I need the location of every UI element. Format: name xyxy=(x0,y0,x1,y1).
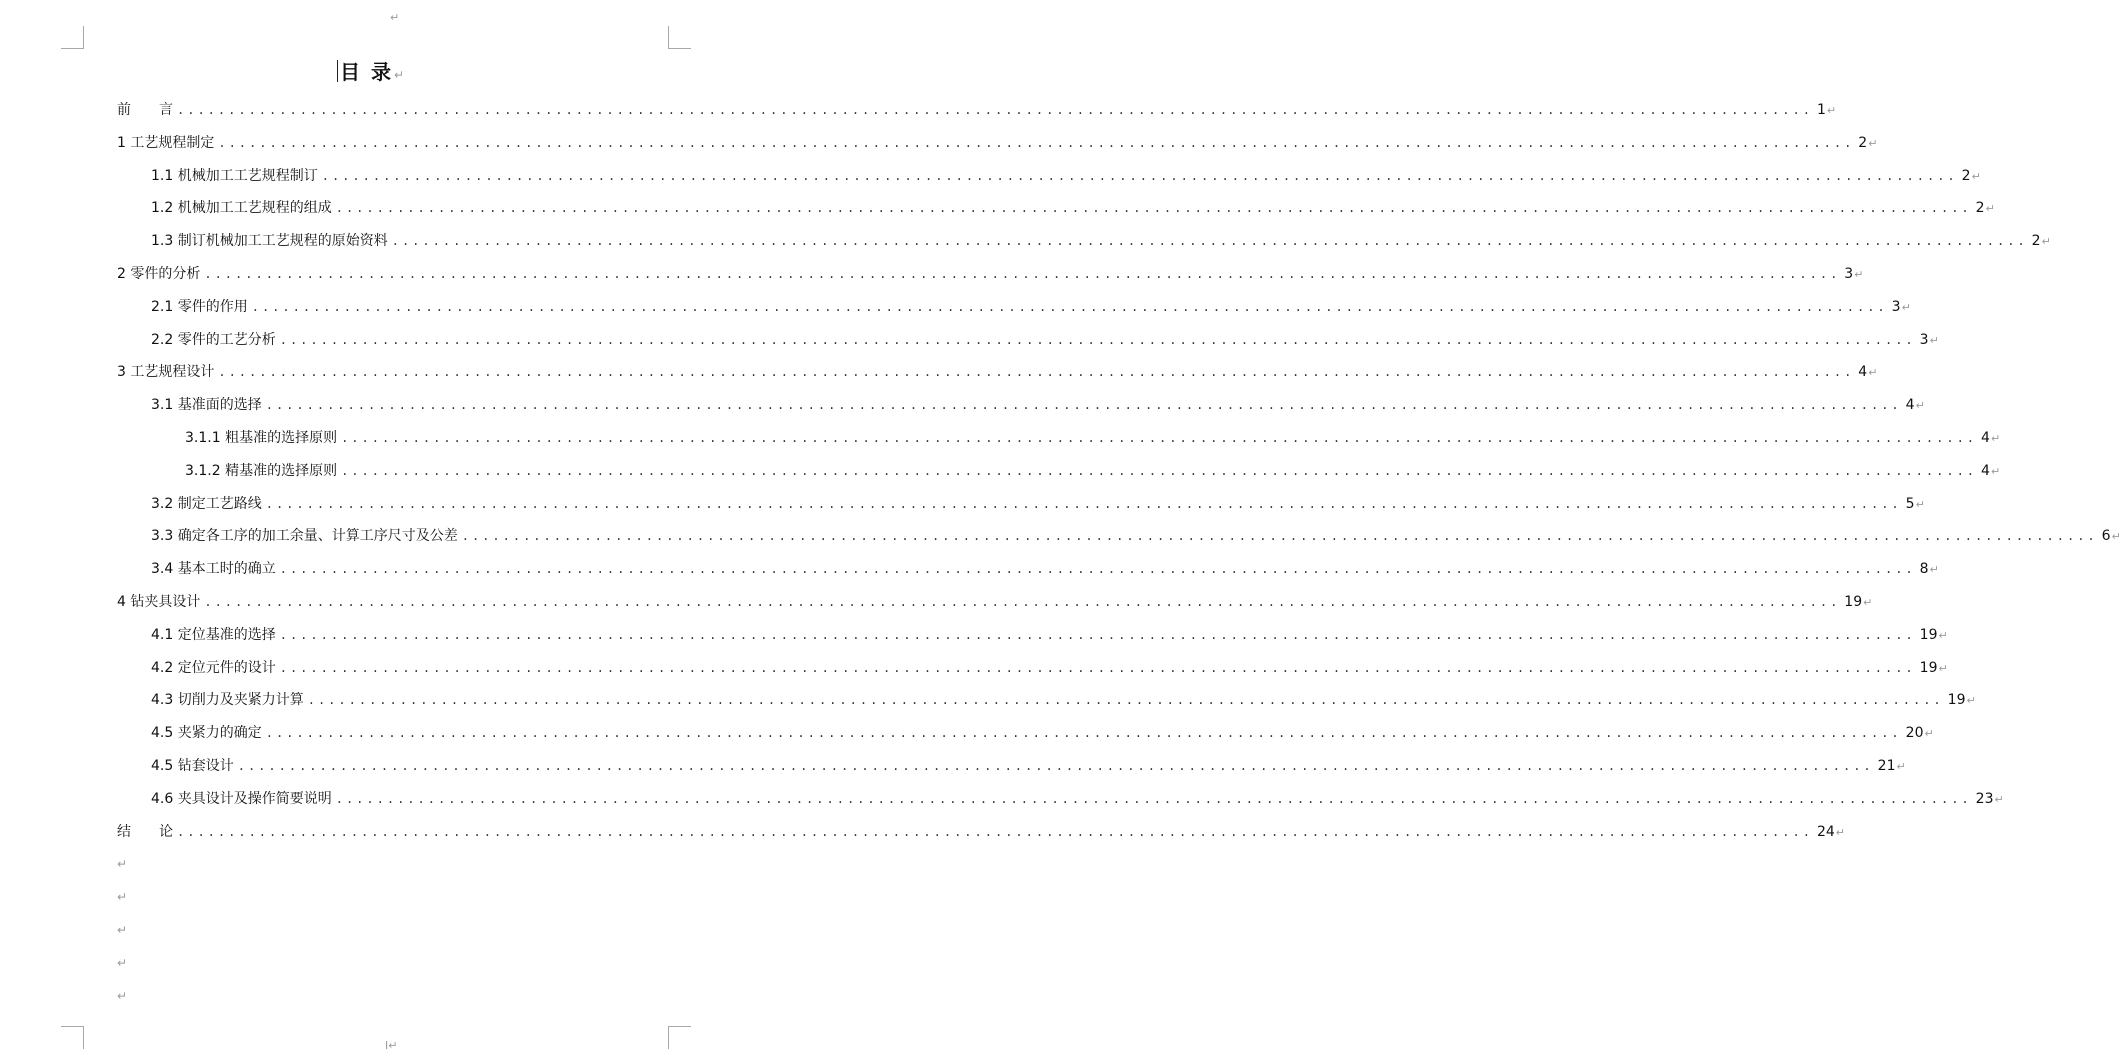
toc-entry[interactable] xyxy=(151,619,1948,652)
empty-paragraph-mark: ↵ xyxy=(117,956,128,970)
toc-entry-page: 2 xyxy=(1961,167,1971,184)
toc-entry-page: 3 xyxy=(1919,331,1929,348)
toc-entry-page: 8 xyxy=(1919,561,1929,578)
paragraph-mark-icon: ↵ xyxy=(1966,694,1976,708)
paragraph-mark-icon: ↵ xyxy=(1971,169,1981,183)
toc-entry-label: 4.5 钻套设计 xyxy=(151,758,234,774)
toc-entry-label: 3.1.1 粗基准的选择原则 xyxy=(185,430,338,446)
toc-entry[interactable] xyxy=(151,225,2051,258)
toc-entry[interactable] xyxy=(117,258,1864,291)
toc-dot-leader: ................................................................................................................................................................ xyxy=(218,135,1855,150)
toc-entry-label: 1 工艺规程制定 xyxy=(117,134,215,151)
toc-dot-leader: ................................................................................................................................................................ xyxy=(237,759,1874,773)
toc-entry-label: 2 零件的分析 xyxy=(117,266,201,282)
paragraph-mark-icon: ↵ xyxy=(1929,333,1939,347)
paragraph-mark-icon: ↵ xyxy=(1985,202,1995,216)
toc-entry[interactable] xyxy=(117,816,1845,849)
header-paragraph-mark: ↵ xyxy=(390,11,400,24)
empty-paragraph-mark: ↵ xyxy=(117,989,128,1003)
toc-entry[interactable] xyxy=(151,750,1906,783)
toc-entry-label: 4.2 定位元件的设计 xyxy=(151,659,276,676)
toc-entry[interactable] xyxy=(151,291,1911,324)
toc-dot-leader: ................................................................................................................................................................ xyxy=(461,529,2098,544)
toc-dot-leader: ................................................................................................................................................................ xyxy=(279,562,1916,577)
text-cursor xyxy=(337,60,338,82)
toc-dot-leader: ................................................................................................................................................................ xyxy=(279,332,1916,347)
toc-entry[interactable] xyxy=(151,520,2121,553)
toc-entry-label: 2.2 零件的工艺分析 xyxy=(151,331,276,348)
toc-entry[interactable] xyxy=(151,652,1948,685)
paragraph-mark-icon: ↵ xyxy=(1994,792,2004,806)
toc-entry-page: 19 xyxy=(1919,626,1938,643)
toc-entry-page: 4 xyxy=(1858,364,1868,381)
toc-entry-page: 19 xyxy=(1919,659,1938,676)
toc-entry-page: 19 xyxy=(1947,692,1966,709)
toc-dot-leader: ................................................................................................................................................................ xyxy=(335,201,1972,216)
toc-entry-page: 21 xyxy=(1877,758,1896,774)
toc-dot-leader: ................................................................................................................................................................ xyxy=(218,365,1855,380)
paragraph-mark-icon: ↵ xyxy=(1938,661,1948,675)
toc-entry-page: 2 xyxy=(2031,233,2041,250)
toc-entry-page: 4 xyxy=(1981,462,1990,479)
toc-entry[interactable] xyxy=(185,455,2001,488)
paragraph-mark-icon: ↵ xyxy=(2041,235,2051,249)
toc-entry[interactable] xyxy=(151,553,1939,586)
toc-entry-page: 6 xyxy=(2101,528,2111,545)
toc-entry[interactable] xyxy=(117,94,1837,127)
toc-entry-page: 3 xyxy=(1891,298,1901,315)
toc-entry[interactable] xyxy=(151,783,2004,816)
paragraph-mark-icon: ↵ xyxy=(1990,432,2001,445)
toc-entry-page: 2 xyxy=(1858,134,1868,151)
toc-dot-leader: ................................................................................................................................................................ xyxy=(177,824,1813,839)
toc-entry-label: 4.5 夹紧力的确定 xyxy=(151,725,262,742)
toc-entry-label: 结 论 xyxy=(117,823,173,840)
paragraph-mark-icon: ↵ xyxy=(1826,104,1837,117)
toc-dot-leader: ................................................................................................................................................................ xyxy=(265,496,1902,511)
paragraph-mark-icon: ↵ xyxy=(1896,760,1906,773)
toc-entry-page: 1 xyxy=(1816,102,1826,118)
toc-entry-page: 20 xyxy=(1905,725,1924,742)
toc-dot-leader: ................................................................................................................................................................ xyxy=(279,660,1916,675)
toc-dot-leader: ................................................................................................................................................................ xyxy=(341,463,1978,478)
toc-dot-leader: ................................................................................................................................................................ xyxy=(251,299,1888,314)
toc-entry[interactable] xyxy=(151,488,1925,521)
paragraph-mark-icon: ↵ xyxy=(1854,268,1864,281)
toc-entry-label: 3 工艺规程设计 xyxy=(117,364,215,381)
toc-title[interactable] xyxy=(0,58,743,89)
toc-dot-leader: ................................................................................................................................................................ xyxy=(321,168,1958,183)
toc-entry-page: 23 xyxy=(1975,790,1994,807)
empty-paragraph-mark: ↵ xyxy=(117,923,128,937)
toc-dot-leader: ................................................................................................................................................................ xyxy=(341,431,1978,445)
toc-dot-leader: ................................................................................................................................................................ xyxy=(279,627,1916,642)
toc-entry-label: 1.2 机械加工工艺规程的组成 xyxy=(151,200,332,217)
toc-dot-leader: ................................................................................................................................................................ xyxy=(265,398,1902,413)
toc-entry[interactable] xyxy=(151,192,1995,225)
paragraph-mark-icon: ↵ xyxy=(2111,530,2121,544)
toc-dot-leader: ................................................................................................................................................................ xyxy=(265,726,1902,741)
toc-dot-leader: ................................................................................................................................................................ xyxy=(307,693,1944,708)
empty-paragraph-mark: ↵ xyxy=(117,857,128,871)
paragraph-mark-icon: ↵ xyxy=(1868,366,1878,380)
toc-entry-page: 4 xyxy=(1905,397,1915,414)
paragraph-mark-icon: ↵ xyxy=(1938,628,1948,642)
toc-dot-leader: ................................................................................................................................................................ xyxy=(204,267,1841,281)
toc-entry[interactable] xyxy=(151,324,1939,357)
toc-entry[interactable] xyxy=(151,684,1976,717)
crop-mark-bottom-left xyxy=(61,1026,84,1049)
empty-paragraph-mark: ↵ xyxy=(117,890,128,904)
paragraph-mark-icon: ↵ xyxy=(1901,300,1911,314)
paragraph-mark-icon: ↵ xyxy=(393,68,407,82)
toc-dot-leader: ................................................................................................................................................................ xyxy=(204,595,1841,609)
footer-page-mark: I↵ xyxy=(385,1039,398,1052)
toc-entry-label: 3.1 基准面的选择 xyxy=(151,397,262,414)
toc-entry-label: 3.4 基本工时的确立 xyxy=(151,561,276,578)
crop-mark-top-right xyxy=(668,26,691,49)
toc-dot-leader: ................................................................................................................................................................ xyxy=(177,103,1813,117)
paragraph-mark-icon: ↵ xyxy=(1924,727,1934,741)
toc-entry[interactable] xyxy=(185,422,2001,455)
crop-mark-top-left xyxy=(61,26,84,49)
toc-entry-label: 3.3 确定各工序的加工余量、计算工序尺寸及公差 xyxy=(151,528,458,545)
toc-entry-label: 4 钻夹具设计 xyxy=(117,594,201,610)
toc-entry-label: 1.3 制订机械加工工艺规程的原始资料 xyxy=(151,233,388,250)
toc-entry-page: 19 xyxy=(1844,594,1863,610)
paragraph-mark-icon: ↵ xyxy=(1990,464,2001,478)
toc-entry-label: 4.6 夹具设计及操作简要说明 xyxy=(151,790,332,807)
toc-entry[interactable] xyxy=(117,356,1878,389)
toc-entry-page: 4 xyxy=(1981,430,1990,446)
paragraph-mark-icon: ↵ xyxy=(1835,825,1845,839)
toc-entry[interactable] xyxy=(117,586,1873,619)
toc-entry[interactable] xyxy=(151,389,1925,422)
toc-entry[interactable] xyxy=(151,717,1934,750)
paragraph-mark-icon: ↵ xyxy=(1915,497,1925,511)
toc-dot-leader: ................................................................................................................................................................ xyxy=(391,234,2028,249)
paragraph-mark-icon: ↵ xyxy=(1915,399,1925,413)
toc-entry-label: 2.1 零件的作用 xyxy=(151,298,248,315)
toc-entry-label: 4.3 切削力及夹紧力计算 xyxy=(151,692,304,709)
paragraph-mark-icon: ↵ xyxy=(1868,136,1878,150)
toc-entry[interactable] xyxy=(117,127,1878,160)
toc-entry-label: 3.2 制定工艺路线 xyxy=(151,495,262,512)
toc-entry[interactable] xyxy=(151,160,1981,193)
toc-entry-label: 4.1 定位基准的选择 xyxy=(151,626,276,643)
toc-entry-page: 5 xyxy=(1905,495,1915,512)
toc-title-text: 目 录 xyxy=(339,60,393,84)
paragraph-mark-icon: ↵ xyxy=(1929,563,1939,577)
crop-mark-bottom-right xyxy=(668,1026,691,1049)
toc-entry-page: 24 xyxy=(1816,823,1835,840)
toc-entry-label: 3.1.2 精基准的选择原则 xyxy=(185,462,338,479)
toc-entry-label: 1.1 机械加工工艺规程制订 xyxy=(151,167,318,184)
toc-entry-page: 3 xyxy=(1844,266,1854,282)
paragraph-mark-icon: ↵ xyxy=(1863,596,1873,609)
toc-dot-leader: ................................................................................................................................................................ xyxy=(335,791,1972,806)
toc-entry-label: 前 言 xyxy=(117,102,173,118)
toc-entry-page: 2 xyxy=(1975,200,1985,217)
